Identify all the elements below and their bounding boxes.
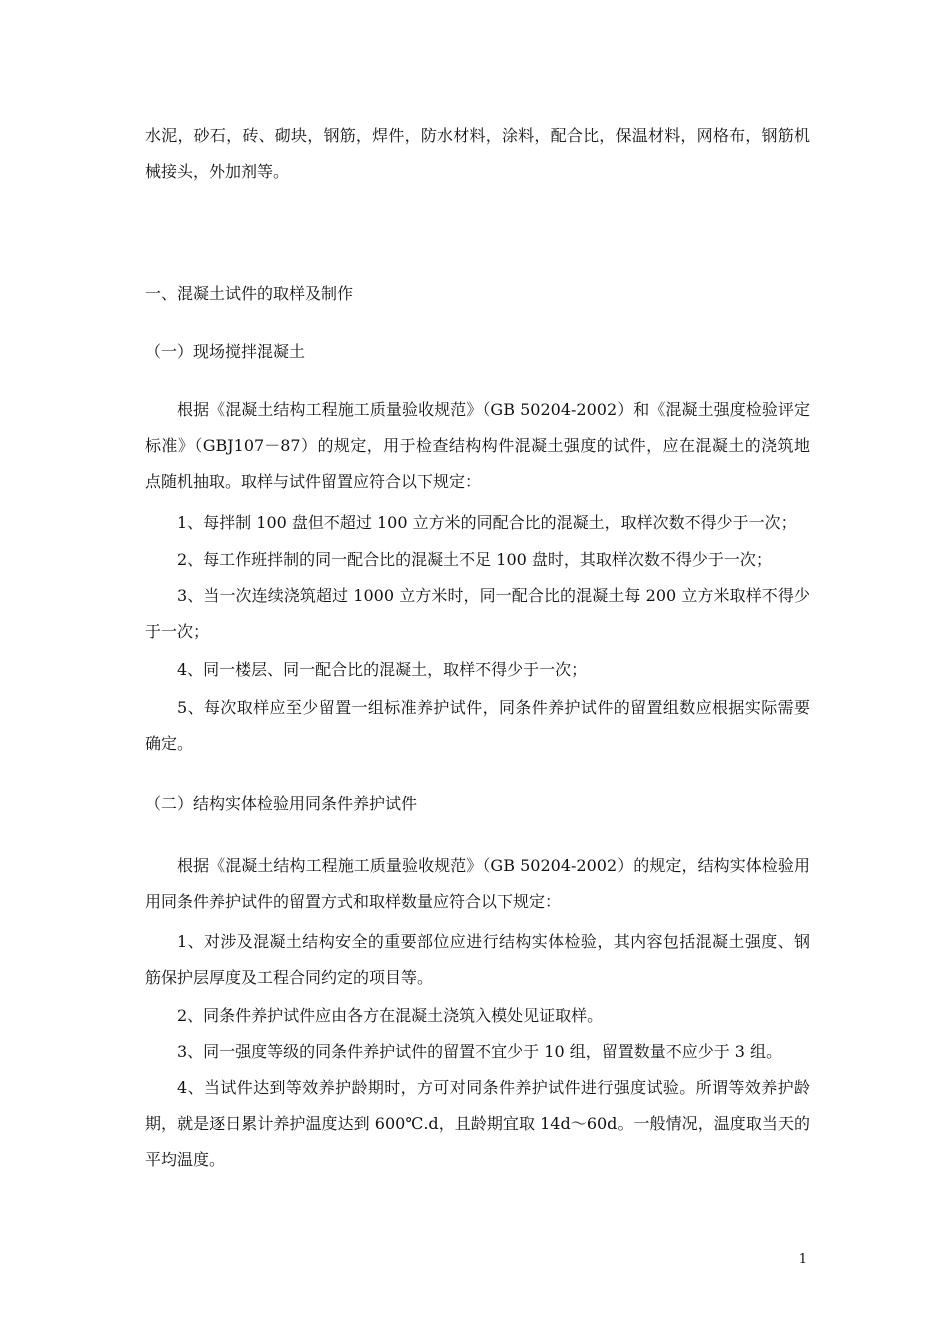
list-item: 4、当试件达到等效养护龄期时，方可对同条件养护试件进行强度试验。所谓等效养护龄期，就是逐日累计养护温度达到 600℃.d，且龄期宜取 14d～60d。一般情况，温度取当天的平均温度。 (145, 1078, 810, 1169)
list-item: 1、对涉及混凝土结构安全的重要部位应进行结构实体检验，其内容包括混凝土强度、钢筋保护层厚度及工程合同约定的项目等。 (145, 932, 810, 987)
list-item: 2、同条件养护试件应由各方在混凝土浇筑入模处见证取样。 (177, 1006, 604, 1025)
page-number: 1 (798, 1252, 807, 1267)
list-item: 2、每工作班拌制的同一配合比的混凝土不足 100 盘时，其取样次数不得少于一次； (177, 550, 772, 569)
intro-paragraph: 水泥，砂石，砖、砌块，钢筋，焊件，防水材料，涂料，配合比，保温材料，网格布，钢筋机械接头，外加剂等。 (145, 126, 810, 181)
lead-paragraph: 根据《混凝土结构工程施工质量验收规范》（GB 50204-2002）的规定，结构实体检验用用同条件养护试件的留置方式和取样数量应符合以下规定： (145, 856, 810, 911)
list-item: 1、每拌制 100 盘但不超过 100 立方米的同配合比的混凝土，取样次数不得少于一次； (177, 513, 797, 532)
subsection-heading: （二）结构实体检验用同条件养护试件 (145, 794, 418, 813)
subsection-heading: （一）现场搅拌混凝土 (145, 342, 306, 361)
lead-paragraph: 根据《混凝土结构工程施工质量验收规范》（GB 50204-2002）和《混凝土强度检验评定标准》（GBJ107－87）的规定，用于检查结构构件混凝土强度的试件，应在混凝土的浇筑地点随机抽取。取样与试件留置应符合以下规定： (145, 400, 810, 491)
list-item: 3、当一次连续浇筑超过 1000 立方米时，同一配合比的混凝土每 200 立方米取样不得少于一次； (145, 586, 810, 641)
section-heading: 一、混凝土试件的取样及制作 (145, 284, 354, 303)
list-item: 4、同一楼层、同一配合比的混凝土，取样不得少于一次； (177, 660, 588, 679)
list-item: 3、同一强度等级的同条件养护试件的留置不宜少于 10 组，留置数量不应少于 3 组。 (177, 1042, 783, 1061)
list-item: 5、每次取样应至少留置一组标准养护试件，同条件养护试件的留置组数应根据实际需要确定。 (145, 698, 810, 753)
